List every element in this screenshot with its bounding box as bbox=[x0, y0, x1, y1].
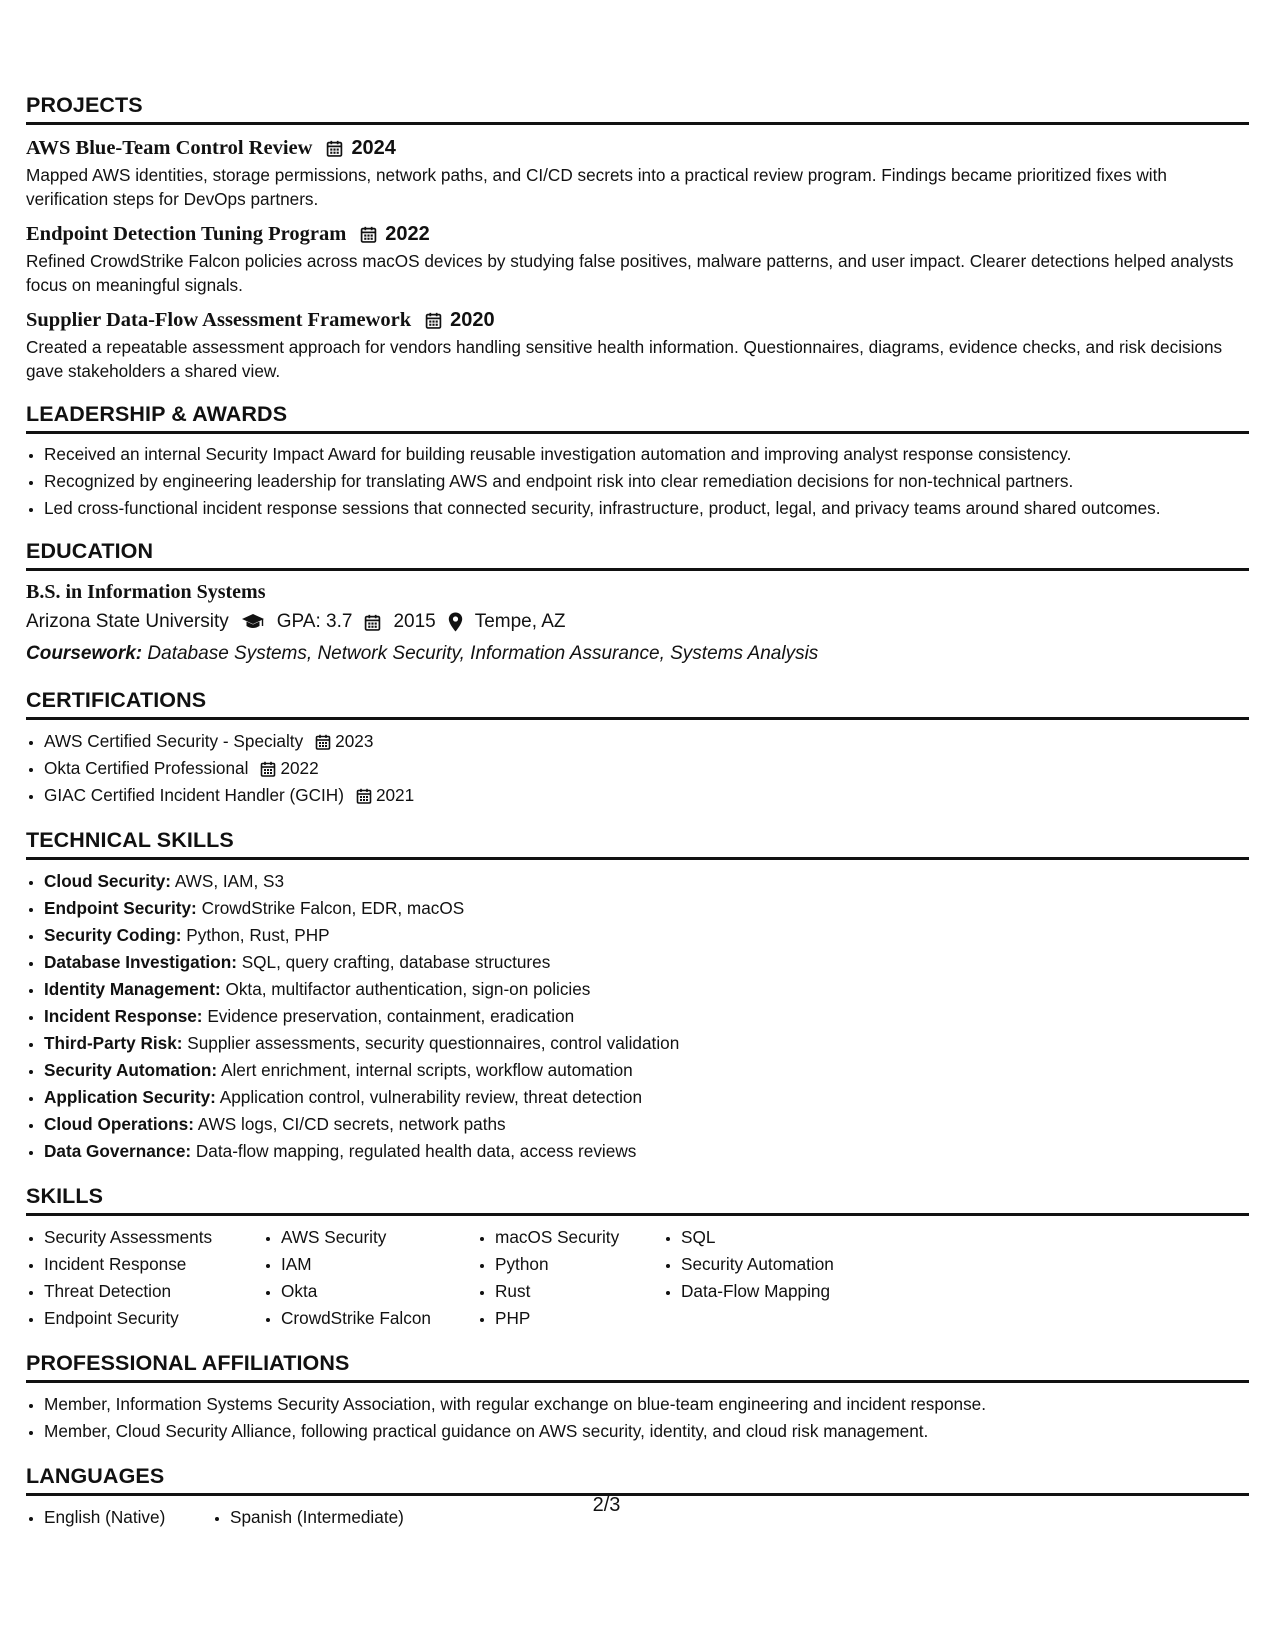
skill-category: Endpoint Security: bbox=[44, 898, 197, 918]
skill-category: Security Coding: bbox=[44, 925, 182, 945]
list-item bbox=[44, 1057, 1249, 1084]
skill-values: Alert enrichment, internal scripts, workflow automation bbox=[221, 1060, 633, 1080]
skill-values: Application control, vulnerability review, threat detection bbox=[219, 1087, 643, 1107]
list-item: • Data-Flow Mapping bbox=[681, 1278, 901, 1305]
skill-category: Incident Response: bbox=[44, 1006, 203, 1026]
coursework bbox=[26, 639, 1249, 669]
skills-column bbox=[263, 1224, 477, 1332]
affiliations-list bbox=[26, 1391, 1249, 1445]
leadership-list bbox=[26, 442, 1249, 520]
skills-section bbox=[26, 1183, 1249, 1332]
list-item: • AWS Security bbox=[281, 1224, 477, 1251]
project-item bbox=[26, 219, 1249, 297]
skill-category: Database Investigation: bbox=[44, 952, 237, 972]
list-item: • Incident Response bbox=[44, 1251, 263, 1278]
cert-year: 2023 bbox=[335, 731, 374, 751]
technical-skills-list bbox=[26, 868, 1249, 1165]
affiliations-section bbox=[26, 1350, 1249, 1445]
list-item: • Okta bbox=[281, 1278, 477, 1305]
project-description: Refined CrowdStrike Falcon policies across macOS devices by studying false positives, malware patterns, and user impact. Clearer detections helped analysts focus on meaningful signals. bbox=[26, 251, 1234, 295]
coursework-list: Database Systems, Network Security, Information Assurance, Systems Analysis bbox=[147, 643, 819, 664]
list-item: • Threat Detection bbox=[44, 1278, 263, 1305]
list-item: • IAM bbox=[281, 1251, 477, 1278]
skill-values: Data-flow mapping, regulated health data, access reviews bbox=[195, 1141, 637, 1161]
skill-values: AWS, IAM, S3 bbox=[174, 871, 285, 891]
list-item: • Led cross-functional incident response sessions that connected security, infrastructure, product, legal, and privacy teams around shared outcomes. bbox=[44, 496, 1249, 520]
calendar-icon bbox=[425, 312, 442, 329]
list-item bbox=[44, 1138, 1249, 1165]
list-item: • Security Assessments bbox=[44, 1224, 263, 1251]
gpa: GPA: 3.7 bbox=[276, 611, 353, 632]
skill-category: Security Automation: bbox=[44, 1060, 218, 1080]
section-title-certifications: CERTIFICATIONS bbox=[26, 687, 1249, 720]
section-title-projects: PROJECTS bbox=[26, 92, 1249, 125]
calendar-icon bbox=[360, 226, 377, 243]
list-item: • Member, Cloud Security Alliance, following practical guidance on AWS security, identity, and cloud risk management. bbox=[44, 1418, 1249, 1445]
skill-values: AWS logs, CI/CD secrets, network paths bbox=[197, 1114, 506, 1134]
calendar-icon bbox=[315, 734, 331, 750]
list-item: • PHP bbox=[495, 1305, 663, 1332]
skills-column bbox=[477, 1224, 663, 1332]
school-name: Arizona State University bbox=[26, 611, 229, 632]
education-details bbox=[26, 607, 1249, 637]
project-name: Supplier Data-Flow Assessment Framework bbox=[26, 309, 412, 331]
skill-values: Supplier assessments, security questionnaires, control validation bbox=[187, 1033, 680, 1053]
list-item: • Rust bbox=[495, 1278, 663, 1305]
map-marker-icon bbox=[448, 612, 463, 632]
list-item bbox=[44, 728, 1249, 755]
list-item: • SQL bbox=[681, 1224, 901, 1251]
list-item bbox=[44, 949, 1249, 976]
project-name: Endpoint Detection Tuning Program bbox=[26, 223, 347, 245]
project-item bbox=[26, 133, 1249, 211]
list-item: • English (Native) bbox=[44, 1504, 212, 1531]
degree: B.S. in Information Systems bbox=[26, 581, 266, 603]
certifications-list bbox=[26, 728, 1249, 809]
skill-values: Okta, multifactor authentication, sign-on policies bbox=[225, 979, 591, 999]
list-item: • Received an internal Security Impact Award for building reusable investigation automation and improving analyst response consistency. bbox=[44, 442, 1249, 466]
skill-category: Application Security: bbox=[44, 1087, 216, 1107]
list-item: • macOS Security bbox=[495, 1224, 663, 1251]
section-title-leadership: LEADERSHIP & AWARDS bbox=[26, 401, 1249, 434]
cert-name: • GIAC Certified Incident Handler (GCIH) bbox=[44, 785, 344, 805]
skills-column bbox=[663, 1224, 901, 1332]
skill-category: Cloud Operations: bbox=[44, 1114, 194, 1134]
list-item bbox=[44, 922, 1249, 949]
skill-category: Identity Management: bbox=[44, 979, 221, 999]
cert-name: • AWS Certified Security - Specialty bbox=[44, 731, 304, 751]
graduation-cap-icon bbox=[241, 613, 265, 631]
project-year: 2022 bbox=[385, 223, 430, 245]
section-title-education: EDUCATION bbox=[26, 538, 1249, 571]
coursework-label: Coursework: bbox=[26, 643, 143, 664]
projects-section bbox=[26, 92, 1249, 383]
location: Tempe, AZ bbox=[474, 611, 566, 632]
project-year: 2020 bbox=[450, 309, 495, 331]
skill-values: Evidence preservation, containment, eradication bbox=[207, 1006, 575, 1026]
list-item bbox=[44, 868, 1249, 895]
project-name: AWS Blue-Team Control Review bbox=[26, 137, 313, 159]
list-item bbox=[44, 1084, 1249, 1111]
list-item bbox=[44, 976, 1249, 1003]
skills-column bbox=[26, 1224, 263, 1332]
list-item: • Spanish (Intermediate) bbox=[230, 1504, 404, 1531]
cert-year: 2021 bbox=[375, 785, 415, 805]
skill-values: SQL, query crafting, database structures bbox=[241, 952, 551, 972]
list-item: • Python bbox=[495, 1251, 663, 1278]
section-title-affiliations: PROFESSIONAL AFFILIATIONS bbox=[26, 1350, 1249, 1383]
technical-skills-section bbox=[26, 827, 1249, 1165]
skill-category: Data Governance: bbox=[44, 1141, 192, 1161]
project-year: 2024 bbox=[351, 137, 396, 159]
cert-name: • Okta Certified Professional bbox=[44, 758, 249, 778]
list-item bbox=[44, 782, 1249, 809]
section-title-technical-skills: TECHNICAL SKILLS bbox=[26, 827, 1249, 860]
leadership-section bbox=[26, 401, 1249, 520]
education-section bbox=[26, 538, 1249, 669]
section-title-languages: LANGUAGES bbox=[26, 1463, 1249, 1496]
certifications-section bbox=[26, 687, 1249, 809]
cert-year: 2022 bbox=[280, 758, 319, 778]
list-item bbox=[44, 755, 1249, 782]
skill-values: Python, Rust, PHP bbox=[186, 925, 330, 945]
list-item: • CrowdStrike Falcon bbox=[281, 1305, 477, 1332]
calendar-icon bbox=[326, 140, 343, 157]
list-item bbox=[44, 1030, 1249, 1057]
list-item: • Member, Information Systems Security Association, with regular exchange on blue-team engineering and incident response. bbox=[44, 1391, 1249, 1418]
graduation-year: 2015 bbox=[393, 611, 436, 632]
calendar-icon bbox=[356, 788, 372, 804]
list-item: • Endpoint Security bbox=[44, 1305, 263, 1332]
list-item bbox=[44, 1111, 1249, 1138]
skills-grid bbox=[26, 1224, 1249, 1332]
section-title-skills: SKILLS bbox=[26, 1183, 1249, 1216]
skill-category: Third-Party Risk: bbox=[44, 1033, 183, 1053]
list-item bbox=[44, 895, 1249, 922]
list-item: • Recognized by engineering leadership for translating AWS and endpoint risk into clear remediation decisions for non-technical partners. bbox=[44, 469, 1249, 493]
list-item: • Security Automation bbox=[681, 1251, 901, 1278]
calendar-icon bbox=[260, 761, 276, 777]
skill-category: Cloud Security: bbox=[44, 871, 172, 891]
project-description: Created a repeatable assessment approach for vendors handling sensitive health information. Questionnaires, diagrams, evidence checks, and risk decisions gave stakeholders a shared view. bbox=[26, 337, 1223, 381]
page-number: 2/3 bbox=[592, 1494, 621, 1516]
project-description: Mapped AWS identities, storage permissions, network paths, and CI/CD secrets into a practical review program. Findings became prioritized fixes with verification steps for DevOps partners. bbox=[26, 165, 1167, 209]
list-item bbox=[44, 1003, 1249, 1030]
project-item bbox=[26, 305, 1249, 383]
calendar-icon bbox=[364, 614, 381, 631]
skill-values: CrowdStrike Falcon, EDR, macOS bbox=[201, 898, 465, 918]
